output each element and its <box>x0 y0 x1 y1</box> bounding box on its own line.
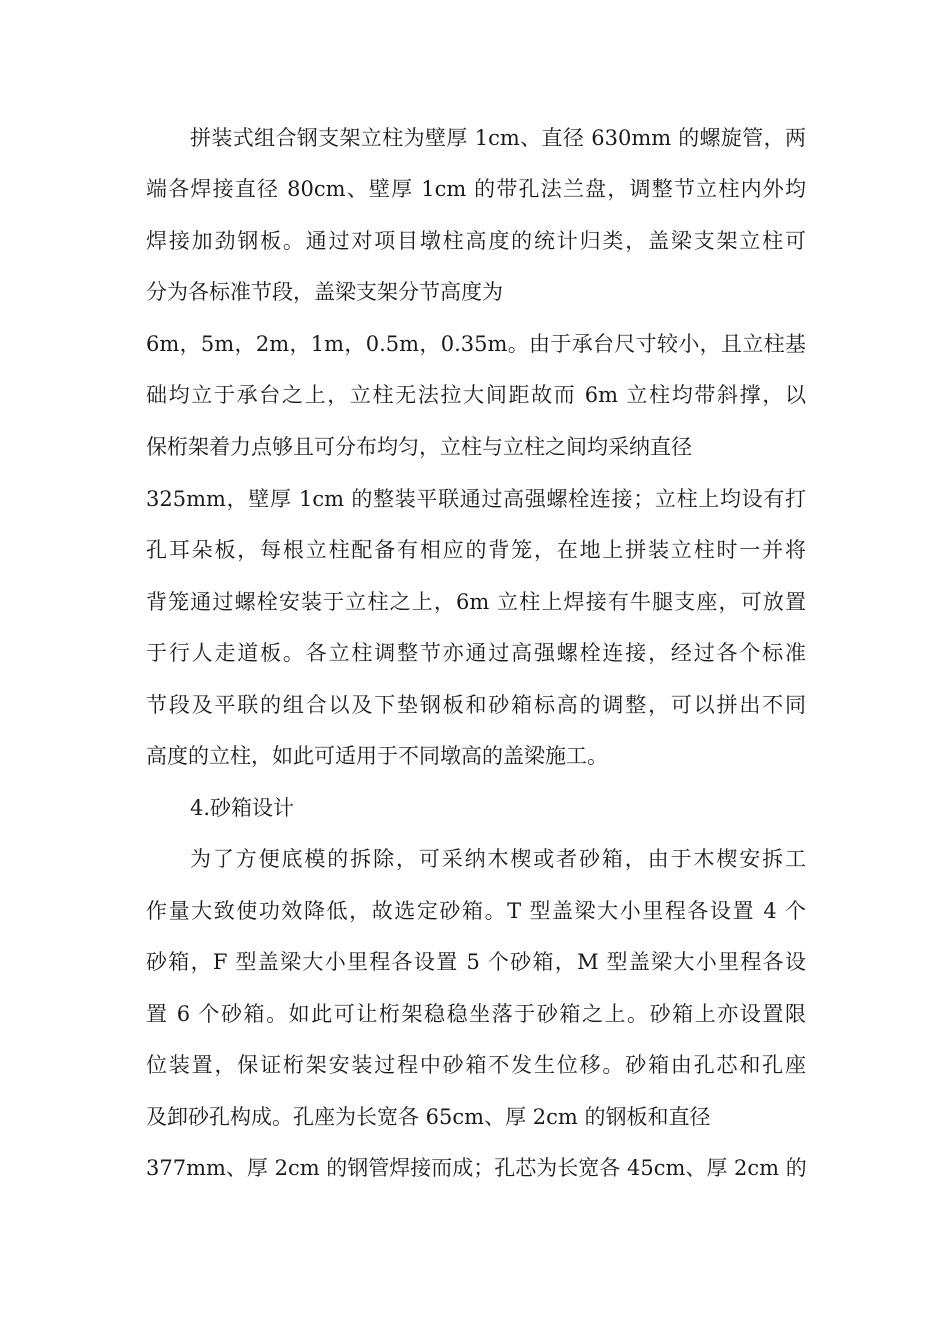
text-line: 6m，5m，2m，1m，0.5m，0.35m。由于承台尺寸较小，且立柱基 <box>146 332 806 356</box>
text-line: 端各焊接直径 80cm、壁厚 1cm 的带孔法兰盘，调整节立柱内外均 <box>146 177 806 201</box>
text-line: 孔耳朵板，每根立柱配备有相应的背笼，在地上拼装立柱时一并将 <box>146 538 806 562</box>
text-line: 础均立于承台之上，立柱无法拉大间距故而 6m 立柱均带斜撑，以 <box>146 383 806 407</box>
text-line: 325mm，壁厚 1cm 的整装平联通过高强螺栓连接；立柱上均设有打 <box>146 487 806 511</box>
text-line: 高度的立柱，如此可适用于不同墩高的盖梁施工。 <box>146 744 608 768</box>
text-line: 作量大致使功效降低，故选定砂箱。T 型盖梁大小里程各设置 4 个 <box>146 899 806 923</box>
text-line: 保桁架着力点够且可分布均匀，立柱与立柱之间均采纳直径 <box>146 435 692 459</box>
text-line: 位装置，保证桁架安装过程中砂箱不发生位移。砂箱由孔芯和孔座 <box>146 1053 806 1077</box>
text-line: 分为各标准节段，盖梁支架分节高度为 <box>146 280 503 304</box>
text-line: 377mm、厚 2cm 的钢管焊接而成；孔芯为长宽各 45cm、厚 2cm 的 <box>146 1156 807 1180</box>
text-line: 节段及平联的组合以及下垫钢板和砂箱标高的调整，可以拼出不同 <box>146 693 806 717</box>
text-line: 为了方便底模的拆除，可采纳木楔或者砂箱，由于木楔安拆工 <box>190 847 806 871</box>
text-line: 及卸砂孔构成。孔座为长宽各 65cm、厚 2cm 的钢板和直径 <box>146 1105 711 1129</box>
text-line: 背笼通过螺栓安装于立柱之上，6m 立柱上焊接有牛腿支座，可放置 <box>146 590 806 614</box>
text-line: 砂箱，F 型盖梁大小里程各设置 5 个砂箱，M 型盖梁大小里程各设 <box>146 950 806 974</box>
text-line: 于行人走道板。各立柱调整节亦通过高强螺栓连接，经过各个标准 <box>146 641 806 665</box>
text-line: 拼装式组合钢支架立柱为壁厚 1cm、直径 630mm 的螺旋管，两 <box>190 126 806 150</box>
text-line: 焊接加劲钢板。通过对项目墩柱高度的统计归类，盖梁支架立柱可 <box>146 229 806 253</box>
section-heading: 4.砂箱设计 <box>190 796 295 820</box>
text-line: 置 6 个砂箱。如此可让桁架稳稳坐落于砂箱之上。砂箱上亦设置限 <box>146 1002 806 1026</box>
